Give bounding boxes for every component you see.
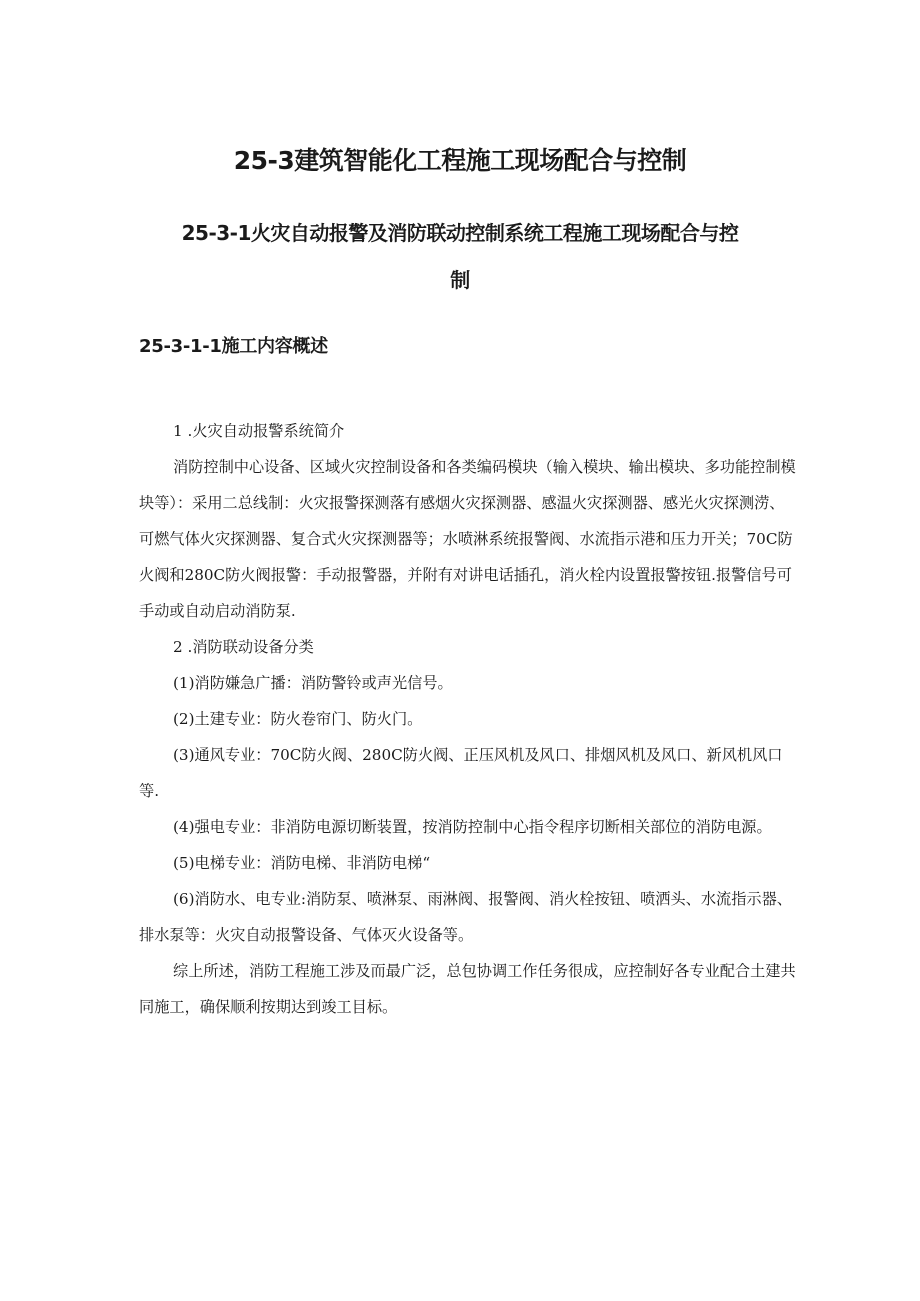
list-item-5: (5)电梯专业：消防电梯、非消防电梯“ xyxy=(173,854,431,872)
list-item-1: (1)消防嫌急广播：消防警铃或声光信号。 xyxy=(173,674,453,692)
paragraph-heading-1: 1 .火灾自动报警系统简介 xyxy=(173,422,345,440)
list-item-4: (4)强电专业：非消防电源切断装置，按消防控制中心指令程序切断相关部位的消防电源。 xyxy=(173,818,772,836)
section-title-line-1: 25-3-1火灾自动报警及消防联动控制系统工程施工现场配合与控 xyxy=(181,221,739,245)
subsection-heading: 25-3-1-1施工内容概述 xyxy=(139,336,328,357)
paragraph-summary: 综上所述，消防工程施工涉及而最广泛，总包协调工作任务很成，应控制好各专业配合土建共同施工，确保顺利按期达到竣工目标。 xyxy=(139,962,796,1016)
section-title-line-2: 制 xyxy=(450,268,470,292)
list-item-6: (6)消防水、电专业:消防泵、喷淋泵、雨淋阀、报警阀、消火栓按钮、喷洒头、水流指示器、排水泵等：火灾自动报警设备、气体灭火设备等。 xyxy=(139,890,792,944)
list-item-2: (2)土建专业：防火卷帘门、防火门。 xyxy=(173,710,423,728)
body-text xyxy=(139,413,799,1025)
paragraph-intro: 消防控制中心设备、区域火灾控制设备和各类编码模块（输入模块、输出模块、多功能控制模块等）：采用二总线制：火灾报警探测落有感烟火灾探测器、感温火灾探测器、感光火灾探测涝、可燃气体火灾探测器、复合式火灾探测器等；水喷淋系统报警阀、水流指示港和压力开关；70C防火阀和280C防火阀报警：手动报警器，并附有对讲电话插孔，消火栓内设置报警按钮.报警信号可手动或自动启动消防泵. xyxy=(139,458,796,620)
paragraph-heading-2: 2 .消防联动设备分类 xyxy=(173,638,314,656)
list-item-3: (3)通风专业：70C防火阀、280C防火阀、正压风机及风口、排烟风机及风口、新风机风口等. xyxy=(139,746,783,800)
section-title xyxy=(150,212,770,301)
page-title: 25-3建筑智能化工程施工现场配合与控制 xyxy=(233,146,687,175)
